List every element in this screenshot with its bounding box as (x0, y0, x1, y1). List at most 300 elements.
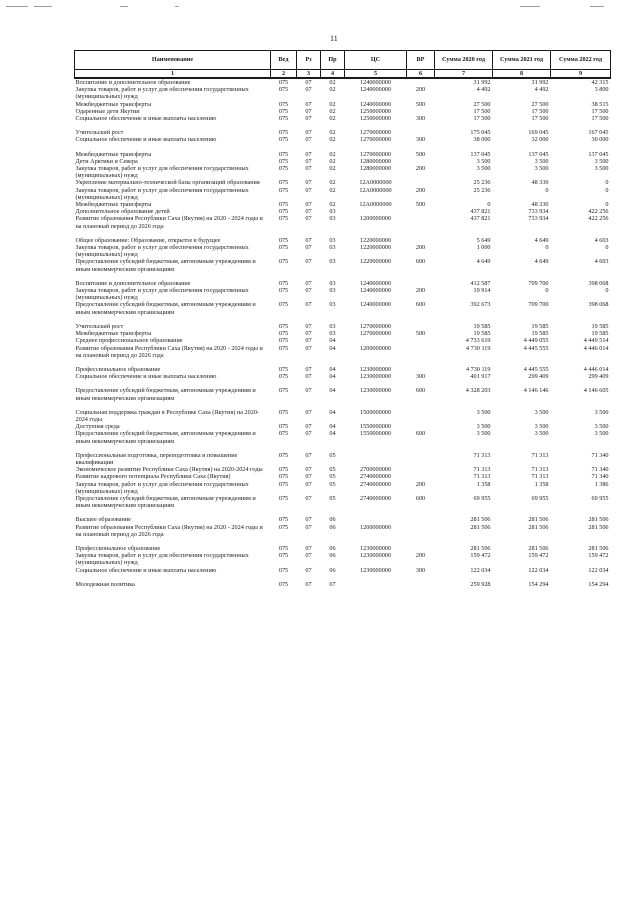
row-vr (407, 516, 435, 523)
row-sum-2020: 3 500 (476, 408, 491, 416)
table-row (75, 337, 611, 344)
row-name: Воспитание и дополнительное образование (75, 279, 191, 287)
row-name: Закупка товаров, работ и услуг для обеспечения государственных (муниципальных) нужд (75, 244, 249, 259)
row-vr (407, 524, 435, 538)
row-pr: 02 (329, 136, 336, 144)
row-sum-2021: 0 (545, 287, 549, 295)
row-vr: 200 (415, 552, 426, 560)
row-cs: 1240000000 (360, 100, 391, 108)
row-sum-2022: 17 500 (591, 107, 609, 115)
row-rz: 07 (305, 373, 312, 381)
row-sum-2021: 4 649 (534, 236, 549, 244)
row-cs: 1550000000 (360, 430, 391, 438)
table-row (75, 201, 611, 208)
row-rz: 07 (305, 365, 312, 373)
column-number: 6 (407, 70, 435, 79)
row-ved: 075 (278, 566, 289, 574)
row-vr: 300 (415, 566, 426, 574)
row-cs: 1280000000 (360, 157, 391, 165)
row-sum-2020: 159 472 (470, 552, 491, 560)
row-pr: 06 (329, 516, 336, 524)
row-sum-2021: 19 585 (531, 322, 549, 330)
row-rz: 07 (305, 494, 312, 502)
table-row (75, 136, 611, 143)
row-sum-2021: 17 500 (531, 115, 549, 123)
row-cs: 1200000000 (360, 523, 391, 531)
row-sum-2021: 4 146 146 (523, 387, 549, 395)
row-ved: 075 (278, 423, 289, 431)
row-pr: 03 (329, 236, 336, 244)
row-rz: 07 (305, 186, 312, 194)
row-ved: 075 (278, 186, 289, 194)
row-ved: 075 (278, 480, 289, 488)
row-rz: 07 (305, 322, 312, 330)
row-sum-2022: 398 068 (588, 279, 609, 287)
header-name: Наименование (75, 51, 271, 70)
row-cs: 1250000000 (360, 115, 391, 123)
row-sum-2022: 4 446 014 (583, 365, 609, 373)
table-row (75, 187, 611, 201)
table-row (75, 481, 611, 495)
row-sum-2022: 3 800 (594, 86, 609, 94)
row-name: Социальное обеспечение и иные выплаты населению (75, 566, 217, 574)
row-sum-2020: 3 500 (476, 430, 491, 438)
row-name: Экономическое развитие Республики Саха (Якутия) на 2020-2024 годы (75, 466, 263, 474)
row-sum-2020: 5 649 (476, 236, 491, 244)
row-sum-2021: 69 955 (531, 494, 549, 502)
row-pr: 04 (329, 365, 336, 373)
row-spacer (75, 230, 611, 237)
header-sum-2022: Сумма 2022 год (551, 51, 611, 70)
row-name: Высшее образование (75, 516, 131, 524)
row-sum-2020: 122 034 (470, 566, 491, 574)
row-vr: 200 (415, 165, 426, 173)
header-pr: Пр (321, 51, 345, 70)
row-cs: 1220000000 (360, 236, 391, 244)
row-cs: 1250000000 (360, 107, 391, 115)
row-sum-2020: 27 500 (473, 100, 491, 108)
row-pr: 03 (329, 215, 336, 223)
row-ved: 075 (278, 86, 289, 94)
table-row (75, 516, 611, 523)
row-pr: 04 (329, 337, 336, 345)
row-rz: 07 (305, 566, 312, 574)
table-row (75, 430, 611, 444)
row-sum-2022: 422 256 (588, 215, 609, 223)
row-ved: 075 (278, 157, 289, 165)
column-number-row (75, 70, 611, 79)
row-name: Социальное обеспечение и иные выплаты населению (75, 373, 217, 381)
row-sum-2021: 4 492 (534, 86, 549, 94)
row-name: Межбюджетные трансферты (75, 100, 152, 108)
row-name: Развитие образования Республики Саха (Якутия) на 2020 - 2024 годы и на плановый период до 2026 года (75, 215, 263, 230)
row-sum-2021: 71 313 (531, 466, 549, 474)
row-sum-2022: 3 500 (594, 430, 609, 438)
spacer-cell (75, 380, 611, 387)
row-pr: 02 (329, 179, 336, 187)
row-sum-2021: 709 700 (528, 279, 549, 287)
row-sum-2021: 71 313 (531, 451, 549, 459)
row-vr (407, 215, 435, 229)
spacer-cell (75, 144, 611, 151)
row-ved: 075 (278, 544, 289, 552)
row-name: Развитие образования Республики Саха (Якутия) на 2020 - 2024 годы и на плановый период до 2026 года (75, 344, 263, 359)
row-spacer (75, 316, 611, 323)
row-sum-2020: 1 000 (476, 244, 491, 252)
row-rz: 07 (305, 552, 312, 560)
row-pr: 02 (329, 100, 336, 108)
row-sum-2020: 259 928 (470, 580, 491, 588)
row-cs: 1240000000 (360, 279, 391, 287)
row-cs: 1270000000 (360, 129, 391, 137)
header-sum-2020: Сумма 2020 год (435, 51, 493, 70)
row-sum-2021: 299 409 (528, 373, 549, 381)
row-name: Укрепление материально-технической базы организаций образования (75, 179, 260, 187)
column-number: 9 (551, 70, 611, 79)
row-rz: 07 (305, 423, 312, 431)
row-name: Развитие кадрового потенциала Республики Саха (Якутия) (75, 473, 231, 481)
row-rz: 07 (305, 544, 312, 552)
row-name: Закупка товаров, работ и услуг для обеспечения государственных (муниципальных) нужд (75, 480, 249, 495)
row-sum-2020: 4 649 (476, 258, 491, 266)
row-sum-2021: 0 (545, 244, 549, 252)
row-vr: 600 (415, 258, 426, 266)
table-row (75, 86, 611, 100)
row-sum-2021: 1 358 (534, 480, 549, 488)
row-name: Профессиональное образование (75, 365, 161, 373)
row-sum-2021: 3 500 (534, 423, 549, 431)
row-sum-2022: 71 340 (591, 451, 609, 459)
row-cs (345, 337, 407, 344)
table-row (75, 466, 611, 473)
row-name: Развитие образования Республики Саха (Якутия) на 2020 - 2024 годы и на плановый период до 2026 года (75, 523, 263, 538)
row-sum-2021: 19 585 (531, 330, 549, 338)
row-name: Межбюджетные трансферты (75, 150, 152, 158)
row-name: Социальное обеспечение и иные выплаты населению (75, 136, 217, 144)
row-cs: 1220000000 (360, 244, 391, 252)
row-vr: 300 (415, 373, 426, 381)
row-sum-2020: 3 500 (476, 423, 491, 431)
row-sum-2020: 401 917 (470, 373, 491, 381)
row-name: Профессиональная подготовка, переподготовка и повышение квалификации (75, 451, 238, 466)
row-pr: 04 (329, 408, 336, 416)
row-vr: 300 (415, 136, 426, 144)
row-sum-2021: 31 992 (531, 79, 549, 86)
row-sum-2022: 281 506 (588, 516, 609, 524)
row-sum-2022: 0 (605, 186, 609, 194)
spacer-cell (75, 273, 611, 280)
row-ved: 075 (278, 244, 289, 252)
row-cs (345, 208, 407, 215)
row-cs: 1200000000 (360, 215, 391, 223)
row-pr: 02 (329, 129, 336, 137)
row-sum-2021: 733 934 (528, 215, 549, 223)
row-sum-2020: 17 500 (473, 107, 491, 115)
row-sum-2020: 392 673 (470, 301, 491, 309)
spacer-cell (75, 122, 611, 129)
row-sum-2020: 25 236 (473, 186, 491, 194)
row-pr: 04 (329, 344, 336, 352)
row-sum-2021: 48 330 (531, 179, 549, 187)
row-rz: 07 (305, 136, 312, 144)
row-rz: 07 (305, 337, 312, 345)
row-sum-2021: 281 506 (528, 523, 549, 531)
table-row (75, 115, 611, 122)
row-vr (407, 179, 435, 186)
row-ved: 075 (278, 129, 289, 137)
row-rz: 07 (305, 344, 312, 352)
column-number: 5 (345, 70, 407, 79)
row-spacer (75, 538, 611, 545)
row-cs: 1240000000 (360, 79, 391, 86)
row-ved: 075 (278, 79, 289, 86)
row-cs (345, 452, 407, 466)
column-number: 8 (493, 70, 551, 79)
header-ved: Вед (271, 51, 297, 70)
row-ved: 075 (278, 279, 289, 287)
row-pr: 03 (329, 301, 336, 309)
spacer-cell (75, 402, 611, 409)
spacer-cell (75, 230, 611, 237)
table-row (75, 244, 611, 258)
row-vr (407, 237, 435, 244)
row-ved: 075 (278, 100, 289, 108)
row-sum-2020: 31 992 (473, 79, 491, 86)
row-sum-2022: 398 068 (588, 301, 609, 309)
row-spacer (75, 144, 611, 151)
row-cs: 1240000000 (360, 287, 391, 295)
row-ved: 075 (278, 322, 289, 330)
row-pr: 03 (329, 279, 336, 287)
row-ved: 075 (278, 115, 289, 123)
row-name: Социальное обеспечение и иные выплаты населению (75, 115, 217, 123)
table-row (75, 581, 611, 588)
row-rz: 07 (305, 451, 312, 459)
row-rz: 07 (305, 330, 312, 338)
column-number: 7 (435, 70, 493, 79)
row-ved: 075 (278, 179, 289, 187)
row-sum-2020: 25 236 (473, 179, 491, 187)
row-cs: 1270000000 (360, 330, 391, 338)
row-ved: 075 (278, 466, 289, 474)
header-vr: ВР (407, 51, 435, 70)
row-pr: 02 (329, 79, 336, 86)
row-pr: 05 (329, 466, 336, 474)
row-sum-2022: 0 (605, 179, 609, 187)
row-vr (407, 345, 435, 359)
row-vr (407, 452, 435, 466)
row-sum-2022: 422 256 (588, 208, 609, 216)
row-spacer (75, 359, 611, 366)
row-rz: 07 (305, 157, 312, 165)
row-vr: 500 (415, 330, 426, 338)
row-pr: 05 (329, 451, 336, 459)
row-name: Одаренные дети Якутии (75, 107, 140, 115)
row-sum-2022: 0 (605, 287, 609, 295)
scan-edge (0, 0, 640, 12)
row-ved: 075 (278, 451, 289, 459)
row-vr: 600 (415, 301, 426, 309)
column-number: 2 (271, 70, 297, 79)
row-ved: 075 (278, 208, 289, 216)
row-name: Предоставление субсидий бюджетным, автономным учреждениям и иным некоммерческим организациям (75, 494, 256, 510)
row-vr: 200 (415, 480, 426, 488)
row-pr: 06 (329, 552, 336, 560)
row-sum-2022: 3 500 (594, 165, 609, 173)
row-name: Учительский рост (75, 322, 124, 330)
row-pr: 03 (329, 287, 336, 295)
row-rz: 07 (305, 258, 312, 266)
row-name: Предоставление субсидий бюджетным, автономным учреждениям и иным некоммерческим организациям (75, 258, 256, 273)
spacer-cell (75, 574, 611, 581)
row-name: Закупка товаров, работ и услуг для обеспечения государственных (муниципальных) нужд (75, 287, 249, 302)
table-row (75, 280, 611, 287)
row-name: Дети Арктики и Севера (75, 157, 138, 165)
row-name: Молодежная политика (75, 580, 135, 588)
row-vr (407, 337, 435, 344)
column-number: 4 (321, 70, 345, 79)
row-pr: 05 (329, 473, 336, 481)
table-row (75, 552, 611, 566)
row-sum-2022: 4 449 514 (583, 337, 609, 345)
table-row (75, 495, 611, 509)
table-row (75, 409, 611, 423)
row-pr: 04 (329, 387, 336, 395)
row-pr: 02 (329, 165, 336, 173)
row-ved: 075 (278, 150, 289, 158)
row-cs: 1280000000 (360, 165, 391, 173)
table-row (75, 237, 611, 244)
header-cs: ЦС (345, 51, 407, 70)
row-vr (407, 108, 435, 115)
row-sum-2021: 48 330 (531, 201, 549, 209)
row-vr (407, 545, 435, 552)
row-ved: 075 (278, 287, 289, 295)
row-sum-2021: 709 700 (528, 301, 549, 309)
row-sum-2021: 169 045 (528, 129, 549, 137)
row-name: Межбюджетные трансферты (75, 330, 152, 338)
row-name: Предоставление субсидий бюджетным, автономным учреждениям и иным некоммерческим организациям (75, 301, 256, 316)
row-cs (345, 581, 407, 588)
row-sum-2020: 19 585 (473, 322, 491, 330)
row-sum-2021: 122 034 (528, 566, 549, 574)
table-row (75, 301, 611, 315)
table-row (75, 179, 611, 186)
row-rz: 07 (305, 244, 312, 252)
row-vr: 500 (415, 150, 426, 158)
row-name: Профессиональное образование (75, 544, 161, 552)
row-cs: 1230000000 (360, 552, 391, 560)
row-vr: 200 (415, 186, 426, 194)
table-row (75, 165, 611, 179)
table-row (75, 108, 611, 115)
row-sum-2020: 71 313 (473, 466, 491, 474)
table-body (75, 78, 611, 588)
row-cs: 1230000000 (360, 373, 391, 381)
row-sum-2022: 159 472 (588, 552, 609, 560)
row-sum-2020: 4 730 119 (465, 365, 491, 373)
row-vr: 500 (415, 100, 426, 108)
row-rz: 07 (305, 107, 312, 115)
row-spacer (75, 122, 611, 129)
spacer-cell (75, 445, 611, 452)
row-sum-2020: 3 500 (476, 165, 491, 173)
row-vr (407, 473, 435, 480)
table-row (75, 524, 611, 538)
row-vr (407, 366, 435, 373)
row-ved: 075 (278, 516, 289, 524)
row-pr: 02 (329, 86, 336, 94)
row-pr: 02 (329, 150, 336, 158)
row-pr: 04 (329, 423, 336, 431)
row-name: Межбюджетные трансферты (75, 201, 152, 209)
header-sum-2021: Сумма 2021 год (493, 51, 551, 70)
row-spacer (75, 380, 611, 387)
row-vr: 600 (415, 494, 426, 502)
row-sum-2022: 71 340 (591, 466, 609, 474)
row-vr: 300 (415, 115, 426, 123)
row-ved: 075 (278, 136, 289, 144)
row-sum-2020: 19 585 (473, 330, 491, 338)
row-name: Среднее профессиональное образование (75, 337, 183, 345)
row-vr: 200 (415, 86, 426, 94)
row-rz: 07 (305, 236, 312, 244)
row-cs: 1240000000 (360, 86, 391, 94)
row-cs: 1270000000 (360, 136, 391, 144)
row-ved: 075 (278, 387, 289, 395)
row-rz: 07 (305, 86, 312, 94)
row-vr (407, 323, 435, 330)
row-ved: 075 (278, 301, 289, 309)
header-rz: Рз (297, 51, 321, 70)
row-spacer (75, 509, 611, 516)
table-row (75, 158, 611, 165)
row-rz: 07 (305, 179, 312, 187)
row-sum-2020: 4 492 (476, 86, 491, 94)
row-name: Закупка товаров, работ и услуг для обеспечения государственных (муниципальных) нужд (75, 552, 249, 567)
row-sum-2021: 4 445 555 (523, 344, 549, 352)
row-rz: 07 (305, 430, 312, 438)
row-sum-2021: 71 313 (531, 473, 549, 481)
row-sum-2022: 4 603 (594, 236, 609, 244)
row-sum-2020: 437 821 (470, 208, 491, 216)
table-row (75, 215, 611, 229)
row-pr: 06 (329, 544, 336, 552)
row-cs: 1230000000 (360, 365, 391, 373)
row-vr (407, 158, 435, 165)
row-pr: 02 (329, 115, 336, 123)
row-cs: 1240000000 (360, 301, 391, 309)
row-cs: 2740000000 (360, 494, 391, 502)
row-ved: 075 (278, 408, 289, 416)
row-name: Социальная поддержка граждан в Республике Саха (Якутия) на 2020-2024 годы (75, 408, 259, 423)
row-sum-2020: 4 730 119 (465, 344, 491, 352)
column-number: 3 (297, 70, 321, 79)
row-rz: 07 (305, 215, 312, 223)
row-ved: 075 (278, 365, 289, 373)
row-rz: 07 (305, 523, 312, 531)
row-pr: 07 (329, 580, 336, 588)
row-ved: 075 (278, 107, 289, 115)
row-vr: 500 (415, 201, 426, 209)
row-name: Воспитание и дополнительное образование (75, 79, 191, 86)
row-sum-2020: 175 045 (470, 129, 491, 137)
table-row (75, 78, 611, 86)
row-sum-2021: 3 500 (534, 165, 549, 173)
table-row (75, 366, 611, 373)
row-rz: 07 (305, 580, 312, 588)
row-rz: 07 (305, 115, 312, 123)
